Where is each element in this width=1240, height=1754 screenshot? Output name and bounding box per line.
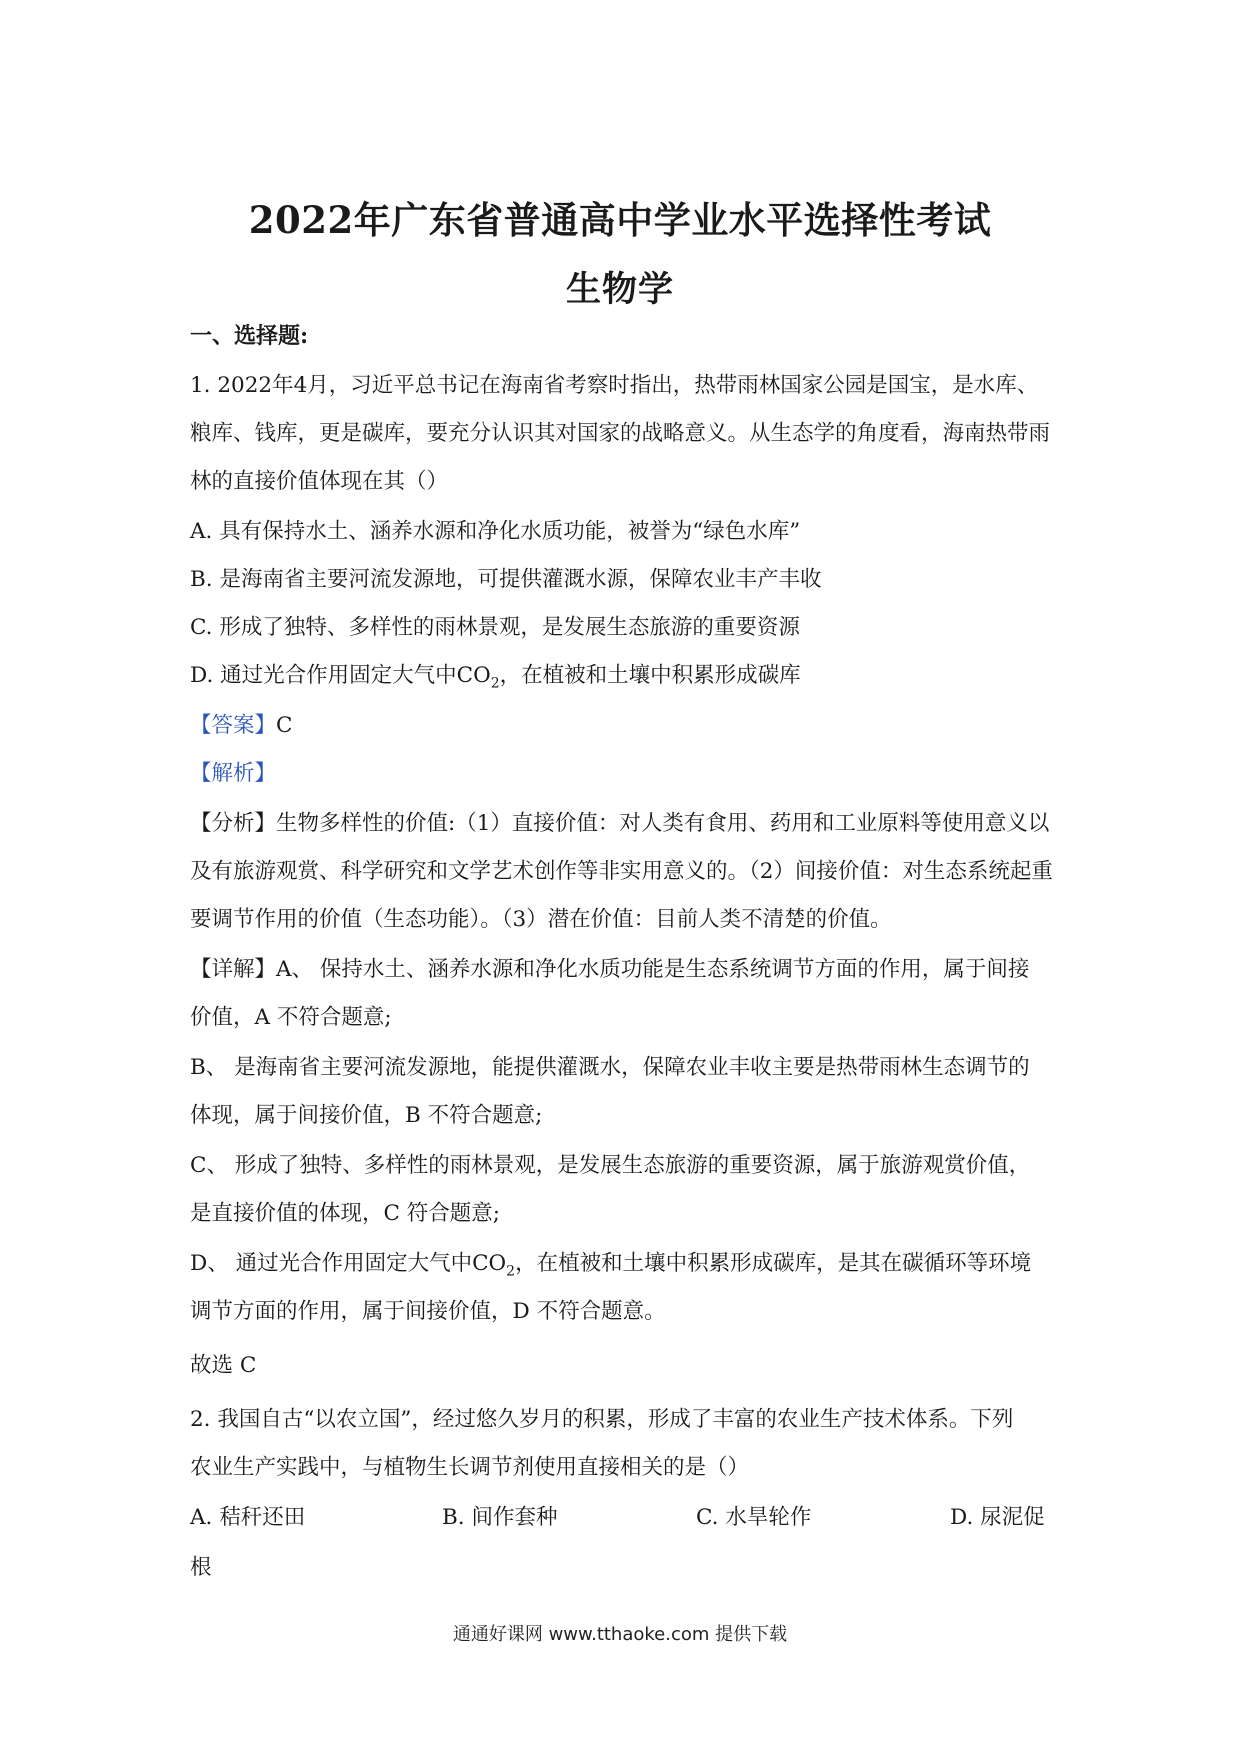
q1-answer xyxy=(190,710,1060,742)
q1-stem-line-3: 林的直接价值体现在其（） xyxy=(190,469,449,494)
detail-line-7 xyxy=(190,1248,1060,1287)
q1-option-d-pre: D. 通过光合作用固定大气中CO xyxy=(190,663,491,688)
detail-line-8: 调节方面的作用，属于间接价值，D 不符合题意。 xyxy=(190,1299,666,1324)
q2-option-b: B. 间作套种 xyxy=(442,1505,558,1530)
q2-option-d: D. 尿泥促 xyxy=(950,1505,1045,1530)
q2-option-c: C. 水旱轮作 xyxy=(696,1505,812,1530)
analysis-line-3: 要调节作用的价值（生态功能）。（3）潜在价值：目前人类不清楚的价值。 xyxy=(190,907,892,932)
q1-conclusion: 故选 C xyxy=(190,1353,257,1378)
q2-option-a: A. 秸秆还田 xyxy=(190,1505,306,1530)
q1-stem-line-2: 粮库、钱库，更是碳库，要充分认识其对国家的战略意义。从生态学的角度看，海南热带雨 xyxy=(190,421,1051,446)
analysis-line-2: 及有旅游观赏、科学研究和文学艺术创作等非实用意义的。（2）间接价值：对生态系统起重 xyxy=(190,859,1053,884)
analysis-label: 【解析】 xyxy=(190,761,277,786)
detail-line-5: C、 形成了独特、多样性的雨林景观，是发展生态旅游的重要资源，属于旅游观赏价值， xyxy=(190,1153,1031,1178)
q1-option-d-post: ，在植被和土壤中积累形成碳库 xyxy=(499,663,801,688)
q1-option-c: C. 形成了独特、多样性的雨林景观，是发展生态旅游的重要资源 xyxy=(190,615,800,640)
q1-option-d xyxy=(190,660,1060,699)
q1-option-d-sub: 2 xyxy=(490,675,500,692)
detail-d-post: ，在植被和土壤中积累形成碳库，是其在碳循环等环境 xyxy=(515,1251,1032,1276)
answer-value: C xyxy=(276,713,293,738)
page-footer: 通通好课网 www.tthaoke.com 提供下载 xyxy=(452,1624,788,1645)
q1-option-a: A. 具有保持水土、涵养水源和净化水质功能，被誉为“绿色水库” xyxy=(190,519,801,544)
q2-stem-line-2: 农业生产实践中，与植物生长调节剂使用直接相关的是（） xyxy=(190,1455,750,1480)
detail-d-pre: D、 通过光合作用固定大气中CO xyxy=(190,1251,507,1276)
q2-option-d-wrap: 根 xyxy=(190,1555,212,1580)
page-subtitle: 生物学 xyxy=(565,269,674,310)
analysis-line-1: 【分析】生物多样性的价值:（1）直接价值：对人类有食用、药用和工业原料等使用意义以 xyxy=(190,811,1050,836)
page-title: 2022年广东省普通高中学业水平选择性考试 xyxy=(248,198,992,242)
detail-d-sub: 2 xyxy=(506,1263,516,1280)
q2-stem-line-1: 2. 我国自古“以农立国”，经过悠久岁月的积累，形成了丰富的农业生产技术体系。下列 xyxy=(190,1407,1014,1432)
detail-line-6: 是直接价值的体现，C 符合题意; xyxy=(190,1201,501,1226)
detail-line-2: 价值，A 不符合题意; xyxy=(190,1005,392,1030)
q1-stem-line-1: 1. 2022年4月，习近平总书记在海南省考察时指出，热带雨林国家公园是国宝，是水库、 xyxy=(190,373,1039,398)
q1-option-b: B. 是海南省主要河流发源地，可提供灌溉水源，保障农业丰产丰收 xyxy=(190,567,822,592)
detail-line-3: B、 是海南省主要河流发源地，能提供灌溉水，保障农业丰收主要是热带雨林生态调节的 xyxy=(190,1055,1030,1080)
detail-line-4: 体现，属于间接价值，B 不符合题意; xyxy=(190,1103,543,1128)
answer-label: 【答案】 xyxy=(190,713,277,738)
detail-line-1: 【详解】A、 保持水土、涵养水源和净化水质功能是生态系统调节方面的作用，属于间接 xyxy=(190,957,1030,982)
section-heading: 一、选择题: xyxy=(190,323,309,349)
